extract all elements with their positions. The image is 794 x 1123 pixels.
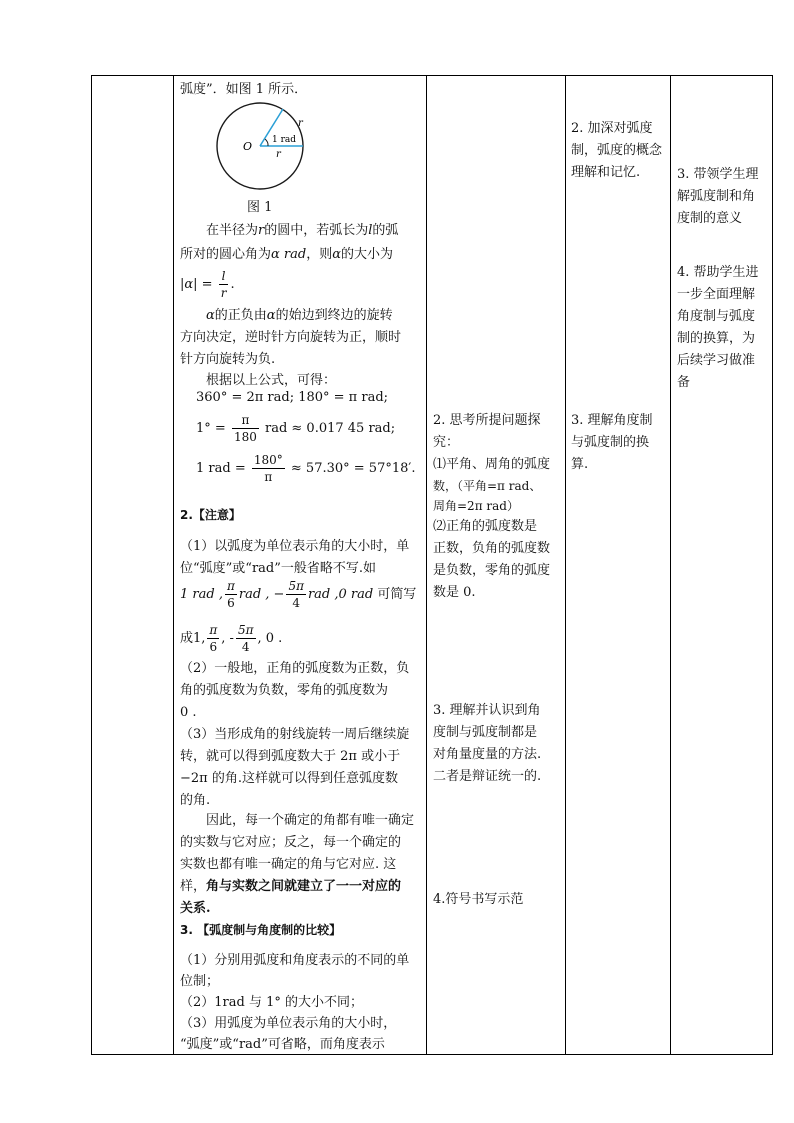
equation-360: 360° = 2π rad; 180° = π rad; (196, 390, 389, 405)
note-2: （2）一般地，正角的弧度数为正数，负 角的弧度数为负数，零角的弧度数为 0 . (180, 661, 410, 720)
comparison-list: （1）分别用弧度和角度表示的不同的单 位制； （2）1rad 与 1° 的大小不同； （3）用弧度为单位表示角的大小时， “弧度”或“rad”可省略，而角度表示 (180, 953, 410, 1052)
para-derive: 根据以上公式，可得： (206, 373, 337, 388)
note-1-examples: 1 rad , $\frac{\pi}{6}$ rad , − $\frac{5\pi}{4}$ rad ,0 rad 可简写 (180, 579, 417, 610)
col-divider-3 (426, 75, 427, 1055)
formula-alpha: |α| = $\frac{l}{r}$ . (180, 269, 235, 300)
figure-caption: 图 1 (247, 200, 273, 215)
col-divider-6 (772, 75, 773, 1055)
note-1: （1）以弧度为单位表示角的大小时，单 位“弧度”或“rad”一般省略不写.如 (180, 539, 410, 576)
intent-4: 4. 帮助学生进 一步全面理解 角度制与弧度 制的换算，为 后续学习做准 备 (677, 265, 759, 390)
figure-angle-arc (265, 139, 268, 146)
para-correspondence: 因此，每一个确定的角都有唯一确定 的实数与它对应；反之，每一个确定的 实数也都有唯一确定的角与它对应. 这 样，角与实数之间就建立了一一对应的 关系. (180, 813, 415, 916)
figure-r-top-label: r (298, 118, 303, 129)
goal-2: 2. 加深对弧度 制，弧度的概念 理解和记忆. (571, 121, 663, 180)
note-1-short: 成1, $\frac{\pi}{6}$ , - $\frac{5\pi}{4}$ , 0 . (180, 623, 283, 654)
para-definition: 在半径为r的圆中，若弧长为l的弧 所对的圆心角为α rad，则α的大小为 (180, 223, 399, 262)
note-3: （3）当形成角的射线旋转一周后继续旋 转，就可以得到弧度数大于 2π 或小于 −2π 的角.这样就可以得到任意弧度数 的角. (180, 727, 410, 808)
activity-2: 2. 思考所提问题探 究： ⑴平角、周角的弧度 数，（平角=π rad、 周角=2π rad） ⑵正角的弧度数是 正数，负角的弧度数 是负数，零角的弧度 数是 0. (433, 413, 551, 600)
equation-1-degree: 1° = $\frac{\pi}{180}$ rad ≈ 0.017 45 rad; (196, 413, 396, 444)
heading-comparison: 3. 【弧度制与角度制的比较】 (180, 923, 342, 937)
col-divider-5 (670, 75, 671, 1055)
col-divider-1 (91, 75, 92, 1055)
figure-o-label: O (243, 140, 253, 153)
heading-notes: 2.【注意】 (180, 508, 241, 522)
activity-3: 3. 理解并认识到角 度制与弧度制都是 对角量度量的方法. 二者是辩证统一的. (433, 703, 542, 784)
radian-figure (200, 100, 310, 192)
goal-3: 3. 理解角度制 与弧度制的换 算. (571, 413, 653, 472)
equation-1-rad: 1 rad = $\frac{180^\circ}{\pi}$ ≈ 57.30° = 57°18′. (196, 453, 416, 484)
col-divider-2 (173, 75, 174, 1055)
activity-4: 4.符号书写示范 (433, 892, 524, 907)
para-sign: α的正负由α的始边到终边的旋转 方向决定，逆时针方向旋转为正，顺时 针方向旋转为负. (180, 308, 402, 367)
figure-r-bottom-label: r (276, 149, 281, 160)
intro-line: 弧度”．如图 1 所示． (180, 82, 308, 97)
col-divider-4 (565, 75, 566, 1055)
figure-rad-label: 1 rad (272, 135, 297, 145)
intent-3: 3. 带领学生理 解弧度制和角 度制的意义 (677, 167, 759, 226)
